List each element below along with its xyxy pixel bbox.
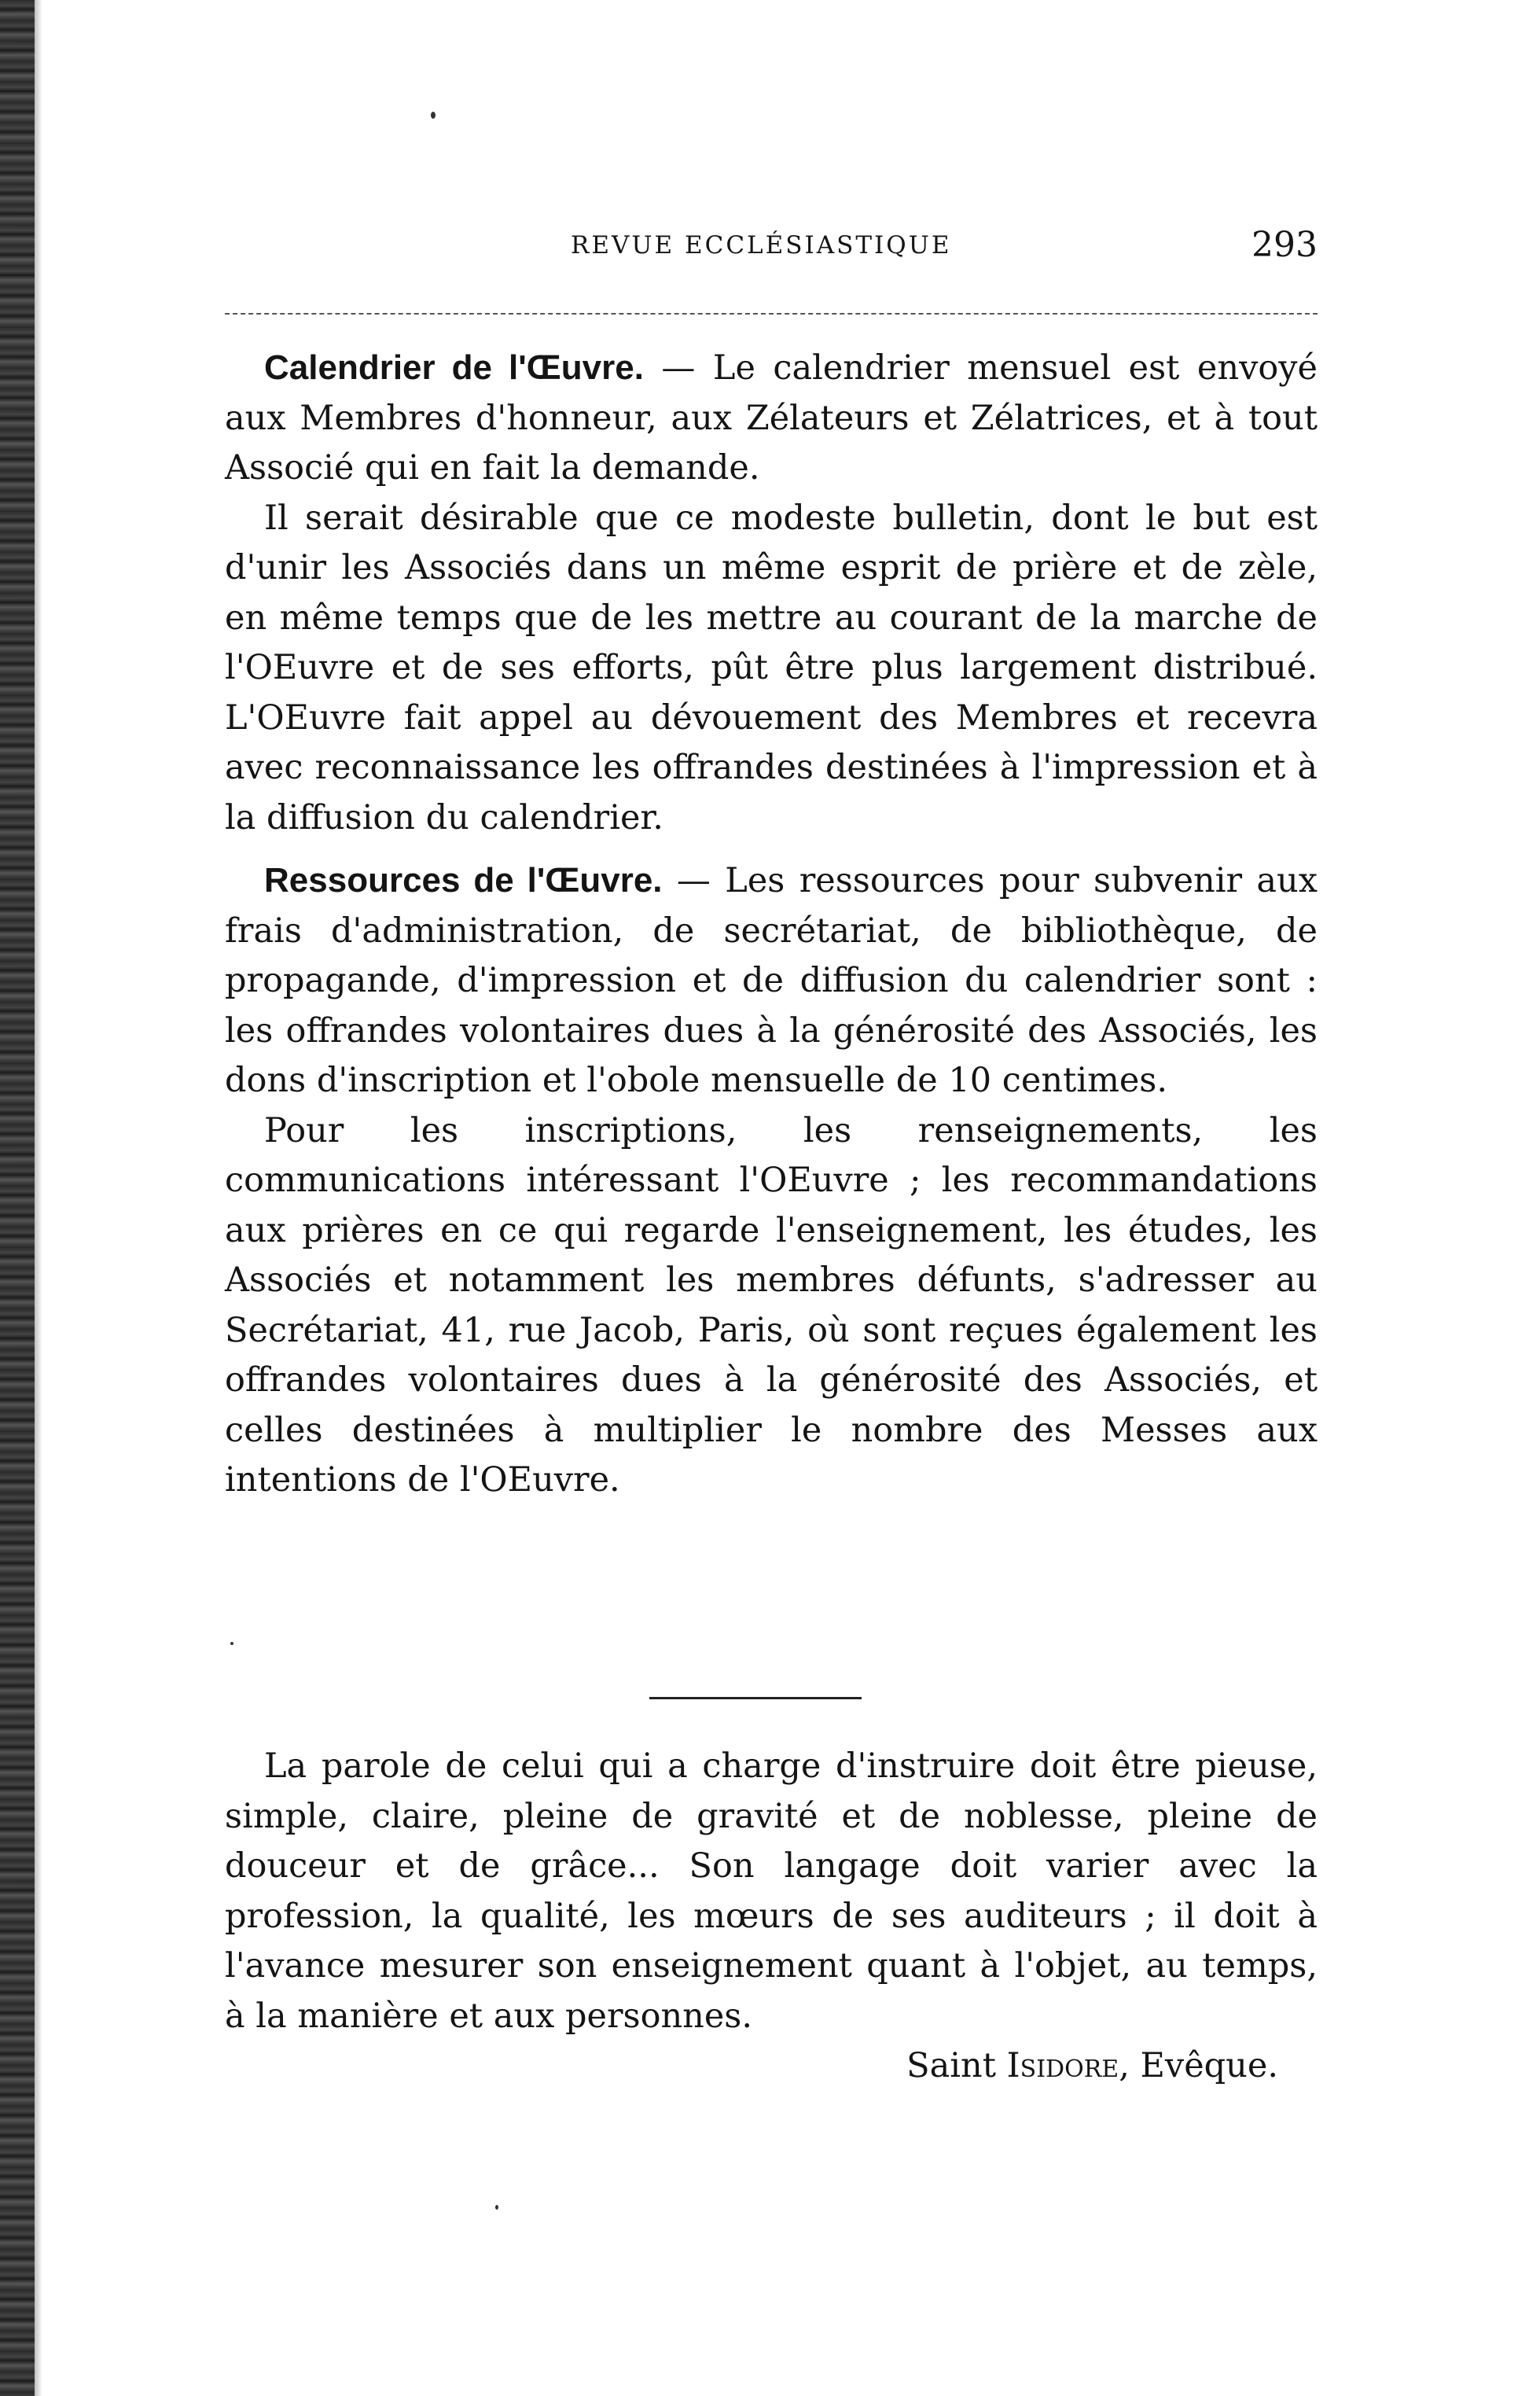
ink-speck [230,1642,233,1645]
paragraph [225,343,1318,494]
header-rule [225,313,1318,315]
quote-text: La parole de celui qui a charge d'instruire doit être pieuse, simple, claire, pleine de gravité et de noblesse, pleine de douceur et de grâce... Son langage doit varier avec la profession, la qualité, les mœurs de ses auditeurs ; il doit à l'avance mesurer son enseignement quant à l'objet, au temps, à la manière et aux personnes. [225,1746,1318,2036]
paragraph-text: — Le calendrier mensuel est envoyé aux Membres d'honneur, aux Zélateurs et Zélatrices, et à tout Associé qui en fait la demande. [225,348,1318,488]
book-binding-edge [0,0,35,2396]
closing-quote [225,1742,1318,2092]
body-text [225,343,1318,1506]
running-title: REVUE ECCLÉSIASTIQUE [571,231,952,259]
paragraph-text: — Les ressources pour subvenir aux frais d'administration, de secrétariat, de bibliothèque, de propagande, d'impression et de diffusion du calendrier sont : les offrandes volontaires dues à la générosité des Associés, les dons d'inscription et l'obole mensuelle de 10 centimes. [225,861,1318,1100]
section-heading-calendrier: Calendrier de l'Œuvre. [264,348,644,387]
ink-speck [495,2205,498,2210]
paragraph [225,856,1318,1106]
section-separator [649,1697,862,1699]
signature-suffix: , Evêque. [1119,2046,1278,2085]
ink-speck [431,112,436,119]
signature-name: Isidore [1006,2046,1119,2085]
section-heading-ressources: Ressources de l'Œuvre. [264,861,663,900]
page-header [225,225,1318,272]
paragraph-text: Pour les inscriptions, les renseignements, les communications intéressant l'OEuvre ; les recommandations aux prières en ce qui regarde l'enseignement, les études, les Associés et notamment les membres défunts, s'adresser au Secrétariat, 41, rue Jacob, Paris, où sont reçues également les offrandes volontaires dues à la générosité des Associés, et celles destinées à multiplier le nombre des Messes aux intentions de l'OEuvre. [225,1110,1318,1500]
quote-signature [225,2041,1318,2092]
signature-prefix: Saint [906,2046,996,2085]
page-number: 293 [1251,225,1318,265]
paragraph [225,494,1318,844]
paragraph [225,1106,1318,1506]
paragraph-text: Il serait désirable que ce modeste bulletin, dont le but est d'unir les Associés dans un même esprit de prière et de zèle, en même temps que de les mettre au courant de la marche de l'OEuvre et de ses efforts, pût être plus largement distribué. L'OEuvre fait appel au dévouement des Membres et recevra avec reconnaissance les offrandes destinées à l'impression et à la diffusion du calendrier. [225,498,1318,837]
